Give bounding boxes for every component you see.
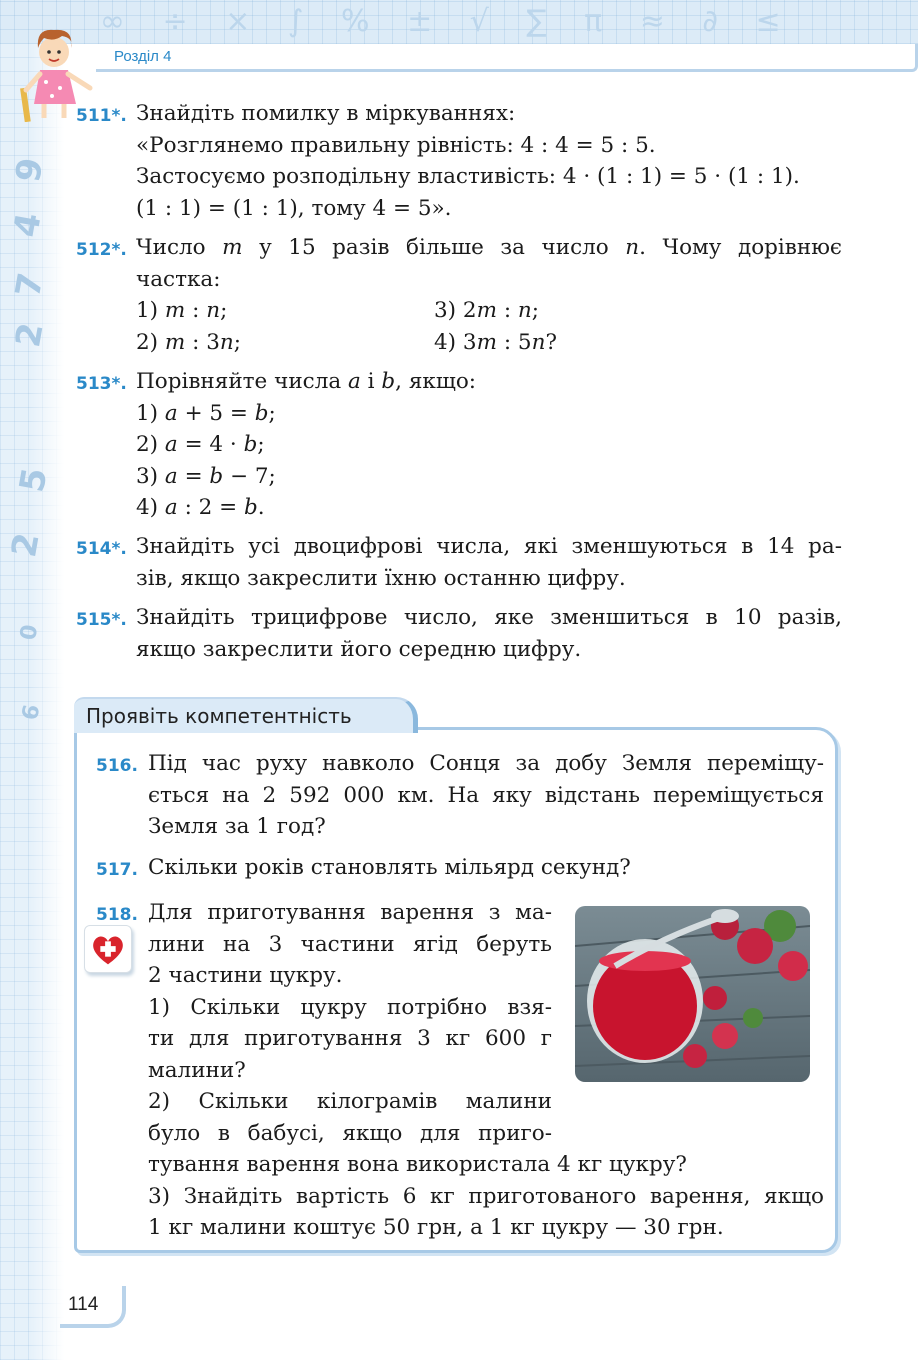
text: . Чому дорівнює bbox=[639, 235, 842, 260]
top-decoration-band bbox=[0, 0, 918, 44]
text: 1) bbox=[136, 400, 165, 426]
variable: b bbox=[244, 495, 258, 520]
text: 1) bbox=[136, 298, 165, 323]
text: 4) bbox=[136, 495, 165, 520]
text: ; bbox=[268, 400, 276, 426]
problem-text-line: 3) Знайдіть вартість 6 кг приготованого варення, якщо bbox=[148, 1183, 824, 1209]
problem-512 bbox=[136, 232, 842, 358]
text: ; bbox=[220, 298, 228, 323]
side-decoration-strip bbox=[0, 0, 64, 1360]
problem-number: 516. bbox=[96, 756, 138, 776]
variable: b bbox=[381, 369, 396, 394]
text: Число bbox=[136, 235, 223, 260]
problem-text-line: «Розглянемо правильну рівність: 4 : 4 = 5 : 5. bbox=[136, 132, 656, 158]
problem-513 bbox=[136, 366, 842, 524]
variable: a bbox=[164, 400, 178, 426]
side-decoration: 2 bbox=[8, 319, 52, 351]
variable: n bbox=[219, 329, 234, 355]
text: ? bbox=[545, 329, 557, 355]
problem-518-continued bbox=[148, 1149, 824, 1244]
option-1 bbox=[136, 295, 227, 327]
text: 3) bbox=[136, 463, 165, 489]
problem-514 bbox=[136, 531, 842, 594]
competence-title: Проявіть компетентність bbox=[86, 704, 352, 728]
variable: b bbox=[254, 400, 269, 426]
text: 2) bbox=[136, 329, 165, 355]
text: : bbox=[496, 298, 518, 323]
problem-517 bbox=[148, 852, 824, 884]
problem-511 bbox=[136, 98, 842, 224]
problem-518 bbox=[148, 897, 552, 1149]
text: ; bbox=[531, 298, 540, 323]
text: ; bbox=[233, 329, 241, 355]
variable: b bbox=[243, 432, 258, 457]
variable: n bbox=[206, 298, 221, 323]
variable: a bbox=[348, 369, 361, 394]
option-3 bbox=[434, 295, 539, 327]
problem-number: 513*. bbox=[76, 374, 127, 394]
condition-4 bbox=[136, 492, 842, 524]
condition-3 bbox=[136, 461, 842, 493]
problem-text-line: малини? bbox=[148, 1057, 246, 1083]
text: : 5 bbox=[496, 329, 532, 355]
problem-text-line: Знайдіть усі двоцифрові числа, які зменшуються в 14 ра- bbox=[136, 534, 842, 559]
variable: m bbox=[164, 329, 186, 355]
text: . bbox=[257, 495, 265, 520]
text: Порівняйте числа bbox=[136, 369, 349, 394]
problem-number: 518. bbox=[96, 905, 138, 925]
page-number-box bbox=[60, 1286, 126, 1328]
problem-number: 514*. bbox=[76, 539, 127, 559]
side-decoration: 4 bbox=[6, 209, 50, 241]
text: 3) 2 bbox=[434, 298, 477, 323]
problem-515 bbox=[136, 602, 842, 665]
problem-text-line bbox=[136, 232, 842, 264]
text: = bbox=[177, 463, 210, 489]
side-decoration: 6 bbox=[18, 702, 46, 723]
problem-number: 517. bbox=[96, 860, 138, 880]
problem-text-line: 1 кг малини коштує 50 грн, а 1 кг цукру — 30 грн. bbox=[148, 1215, 724, 1240]
problem-text-line: Застосуємо розподільну властивість: 4 · (1 : 1) = 5 · (1 : 1). bbox=[136, 164, 800, 189]
text: = 4 · bbox=[177, 432, 244, 457]
variable: n bbox=[517, 298, 532, 323]
problem-516 bbox=[148, 748, 824, 843]
variable: a bbox=[164, 495, 178, 520]
problem-text-line: Земля за 1 год? bbox=[148, 814, 326, 839]
problem-number: 511*. bbox=[76, 106, 127, 126]
side-decoration: 0 bbox=[16, 622, 44, 643]
problem-text-line: лини на 3 частини ягід беруть bbox=[148, 931, 552, 957]
text: 2) bbox=[136, 432, 165, 457]
text: : bbox=[185, 298, 207, 323]
variable: n bbox=[531, 329, 546, 355]
problem-number: 515*. bbox=[76, 610, 127, 630]
problem-text-line: Знайдіть помилку в міркуваннях: bbox=[136, 101, 516, 126]
problem-text-line: тування варення вона використала 4 кг цукру? bbox=[148, 1152, 687, 1177]
heart-cross-icon-graphic bbox=[85, 926, 131, 972]
side-decoration: 2 bbox=[4, 529, 48, 561]
section-label: Розділ 4 bbox=[114, 48, 172, 65]
text: : 3 bbox=[185, 329, 220, 355]
variable: n bbox=[625, 235, 640, 260]
problem-text-line: Скільки років становлять мільярд секунд? bbox=[148, 855, 631, 880]
problem-text-line: 2) Скільки кілограмів малини bbox=[148, 1089, 552, 1114]
problem-text-line: частка: bbox=[136, 266, 221, 292]
problem-text-line: Під час руху навколо Сонця за добу Земля переміщу- bbox=[148, 751, 824, 776]
raspberry-jam-photo-graphic bbox=[575, 906, 810, 1082]
variable: m bbox=[476, 329, 497, 355]
variable: m bbox=[476, 298, 497, 323]
text: і bbox=[360, 369, 382, 394]
section-header bbox=[96, 44, 918, 72]
raspberry-jam-photo bbox=[575, 906, 810, 1082]
top-decoration-glyphs: ∞ ÷ × ∫ % ± √ ∑ π ≈ ∂ ≤ bbox=[100, 4, 795, 39]
problem-text-line: якщо закреслити його середню цифру. bbox=[136, 636, 582, 662]
text: 4) 3 bbox=[434, 329, 477, 355]
condition-2 bbox=[136, 429, 842, 461]
option-2 bbox=[136, 327, 241, 359]
variable: b bbox=[209, 463, 224, 489]
options-row bbox=[136, 327, 842, 359]
problem-text-line: 2 частини цукру. bbox=[148, 963, 343, 988]
side-decoration: 5 bbox=[12, 464, 56, 496]
variable: m bbox=[222, 235, 243, 260]
side-decoration: 7 bbox=[8, 269, 52, 301]
options-row bbox=[136, 295, 842, 327]
text: + 5 = bbox=[177, 400, 255, 426]
variable: m bbox=[164, 298, 186, 323]
problem-text-line: Для приготування варення з ма- bbox=[148, 900, 552, 925]
problem-text-line: ти для приготування 3 кг 600 г bbox=[148, 1026, 552, 1051]
text: , якщо: bbox=[395, 369, 477, 394]
variable: a bbox=[164, 432, 178, 457]
text: − 7; bbox=[223, 463, 276, 489]
problem-text-line: було в бабусі, якщо для приго- bbox=[148, 1120, 552, 1146]
problem-text-line: ється на 2 592 000 км. На яку відстань переміщується bbox=[148, 782, 824, 808]
heart-cross-icon bbox=[84, 925, 132, 973]
competence-header bbox=[74, 697, 418, 733]
option-4 bbox=[434, 327, 557, 359]
variable: a bbox=[164, 463, 178, 489]
text: : 2 = bbox=[177, 495, 245, 520]
problem-text-line: (1 : 1) = (1 : 1), тому 4 = 5». bbox=[136, 195, 452, 221]
page-number: 114 bbox=[68, 1294, 99, 1315]
problem-text-line bbox=[136, 366, 842, 398]
condition-1 bbox=[136, 398, 842, 430]
problem-text-line: Знайдіть трицифрове число, яке зменшиться в 10 разів, bbox=[136, 605, 842, 630]
text: ; bbox=[257, 432, 265, 457]
problem-text-line: 1) Скільки цукру потрібно взя- bbox=[148, 994, 552, 1020]
problem-number: 512*. bbox=[76, 240, 127, 260]
side-decoration: 9 bbox=[8, 154, 52, 186]
problem-text-line: зів, якщо закреслити їхню останню цифру. bbox=[136, 565, 626, 591]
text: у 15 разів більше за число bbox=[242, 235, 626, 260]
